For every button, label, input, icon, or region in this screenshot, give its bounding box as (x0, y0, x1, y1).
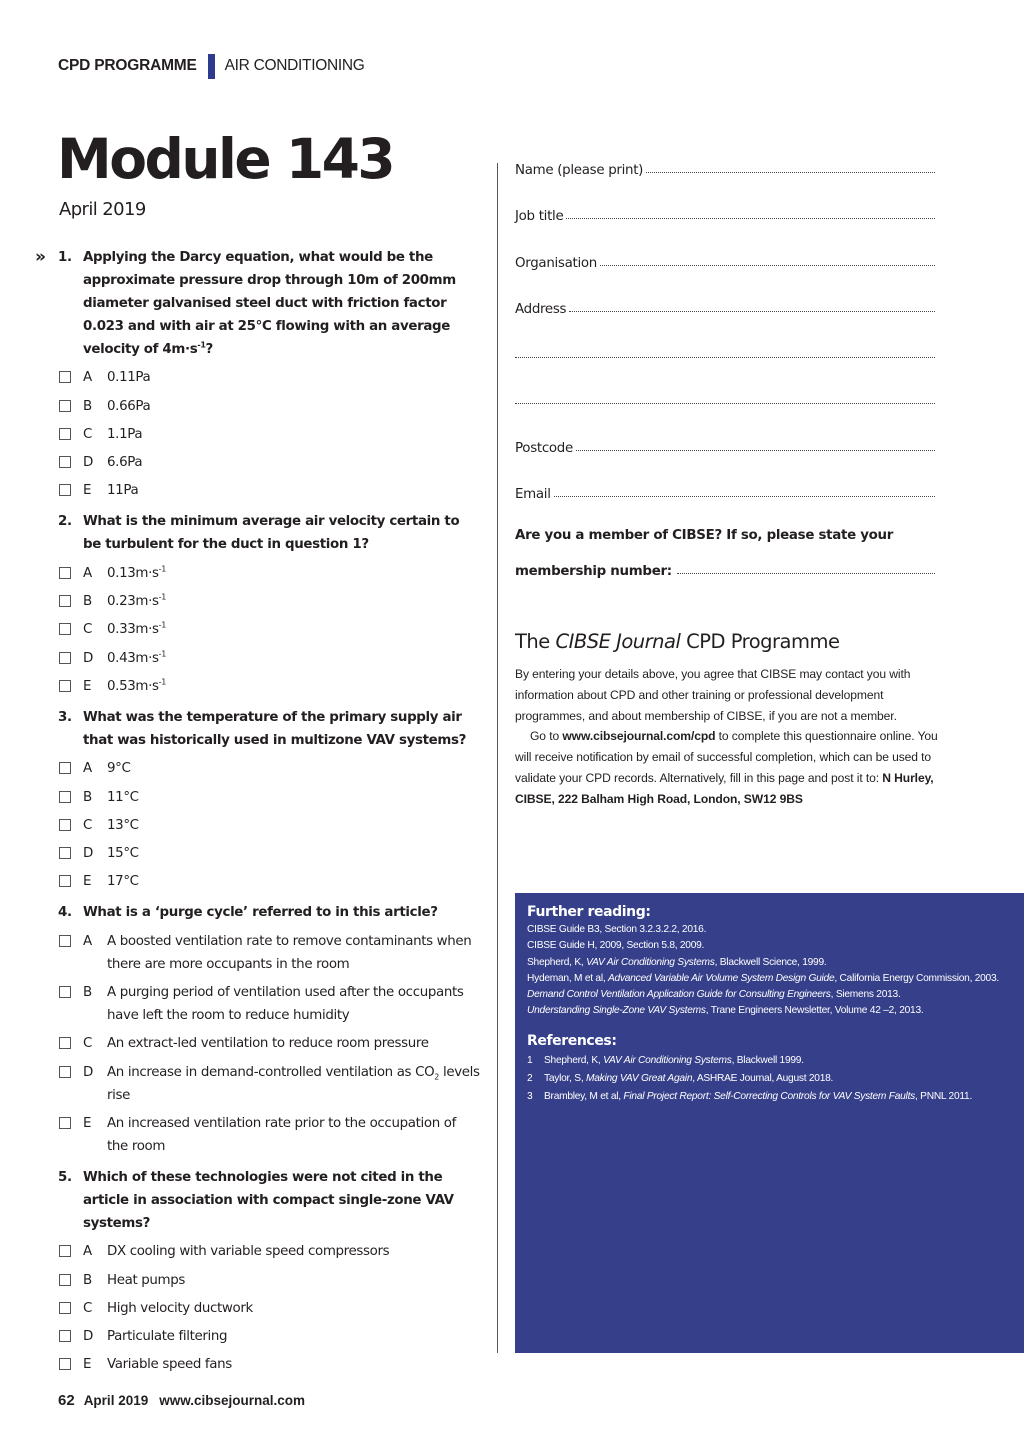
page-footer (58, 1392, 305, 1409)
answer-option[interactable] (35, 451, 480, 474)
further-reading-item: Demand Control Ventilation Application Guide for Consulting Engineers, Siemens 2013. (527, 989, 901, 1001)
cpd-instructions-paragraph (515, 726, 940, 809)
option-text: Variable speed fans (107, 1357, 232, 1373)
entry-form (515, 163, 935, 533)
answer-checkbox[interactable] (59, 567, 71, 579)
question-5 (35, 1166, 480, 1376)
answer-option[interactable] (35, 562, 480, 585)
form-field-label: Address (515, 301, 567, 317)
option-letter: D (83, 846, 93, 862)
question-number: 3. (58, 709, 72, 725)
reference-item (527, 1053, 1012, 1069)
form-field[interactable] (515, 348, 935, 394)
answer-option[interactable] (35, 870, 480, 893)
option-text: 11Pa (107, 483, 139, 499)
option-letter: B (83, 789, 92, 805)
section-header (58, 54, 365, 78)
answer-option[interactable] (35, 1240, 480, 1263)
question-text (35, 510, 480, 556)
question-text (35, 901, 480, 924)
answer-checkbox[interactable] (59, 456, 71, 468)
footer-date: April 2019 (83, 1393, 149, 1408)
answer-checkbox[interactable] (59, 1358, 71, 1370)
option-text: $0.53m\cdot s^{-1}$ (107, 677, 166, 694)
option-text: 6.6Pa (107, 455, 143, 471)
answer-option[interactable] (35, 981, 480, 1027)
answer-option[interactable] (35, 1269, 480, 1292)
answer-option[interactable] (35, 423, 480, 446)
cpd-go-to: Go to (530, 729, 563, 744)
footer-website[interactable]: www.cibsejournal.com (159, 1393, 306, 1408)
option-letter: E (83, 678, 92, 694)
form-field[interactable] (515, 256, 935, 302)
option-text: 11°C (107, 789, 139, 805)
option-letter: D (83, 455, 93, 471)
answer-checkbox[interactable] (59, 371, 71, 383)
further-reading-item: Hydeman, M et al, Advanced Variable Air Volume System Design Guide, California Energy Commission, 2003. (527, 972, 999, 984)
option-letter: D (83, 650, 93, 666)
form-field[interactable] (515, 394, 935, 440)
reference-number: 3 (527, 1091, 533, 1103)
form-field-input[interactable] (646, 162, 935, 173)
form-field-input[interactable] (515, 347, 935, 358)
answer-checkbox[interactable] (59, 791, 71, 803)
cpd-online-link[interactable]: www.cibsejournal.com/cpd (562, 729, 716, 744)
option-text: A boosted ventilation rate to remove contaminants when there are more occupants in the room (107, 933, 472, 972)
further-reading-item: Understanding Single-Zone VAV Systems, Trane Engineers Newsletter, Volume 42 –2, 2013. (527, 1005, 924, 1017)
answer-checkbox[interactable] (59, 1066, 71, 1078)
form-field-label: Organisation (515, 255, 597, 271)
answer-option[interactable] (35, 1061, 480, 1107)
question-text (35, 706, 480, 752)
question-number: 4. (58, 905, 72, 921)
question-stem: Applying the Darcy equation, what would be the approximate pressure drop through 10m of 200mm diameter galvanised steel duct with friction factor 0.023 and with air at 25°C flowing with an average velocity of $4m\cdot s^{-1}$? (83, 250, 456, 357)
option-text: High velocity ductwork (107, 1300, 253, 1316)
option-text: 15°C (107, 846, 139, 862)
option-text: An increase in demand-controlled ventilation as $CO_2$ levels rise (107, 1064, 480, 1103)
answer-option[interactable] (35, 675, 480, 698)
answer-option[interactable] (35, 842, 480, 865)
option-text: $0.33m\cdot s^{-1}$ (107, 620, 166, 638)
question-number: 1. (58, 250, 72, 265)
reference-number: 1 (527, 1054, 533, 1066)
option-text: 13°C (107, 817, 139, 833)
option-letter: D (83, 1329, 93, 1345)
option-letter: C (83, 817, 92, 833)
option-text: Heat pumps (107, 1272, 186, 1288)
section-label: AIR CONDITIONING (224, 57, 365, 74)
answer-checkbox[interactable] (59, 1330, 71, 1342)
option-text: 0.66Pa (107, 398, 151, 414)
cpd-title-pre: The (515, 630, 556, 653)
form-field[interactable] (515, 302, 935, 348)
form-field-input[interactable] (600, 255, 935, 266)
form-field-label: Email (515, 487, 551, 503)
question-stem: What is a ‘purge cycle’ referred to in this article? (83, 905, 438, 921)
answer-checkbox[interactable] (59, 819, 71, 831)
option-letter: C (83, 622, 92, 638)
option-letter: A (83, 933, 92, 949)
form-field[interactable] (515, 163, 935, 209)
option-text: DX cooling with variable speed compressors (107, 1244, 390, 1260)
option-text: Particulate filtering (107, 1329, 228, 1345)
further-reading-box (515, 893, 1024, 1353)
programme-label: CPD PROGRAMME (58, 57, 197, 74)
question-stem: What is the minimum average air velocity certain to be turbulent for the duct in question 1? (83, 514, 460, 553)
answer-checkbox[interactable] (59, 1037, 71, 1049)
answer-checkbox[interactable] (59, 484, 71, 496)
cpd-instructions-text: to complete this questionnaire online. You will receive notification by email of successful completion, which can be used to validate your CPD records. Alternatively, fill in this page and post it to: (515, 729, 938, 785)
module-date: April 2019 (59, 199, 146, 220)
option-text: 9°C (107, 761, 131, 777)
question-1 (35, 246, 480, 502)
option-letter: E (83, 874, 92, 890)
answer-checkbox[interactable] (59, 1302, 71, 1314)
question-stem: What was the temperature of the primary supply air that was historically used in multizone VAV systems? (83, 709, 467, 748)
form-field-input[interactable] (566, 208, 935, 219)
question-4 (35, 901, 480, 1157)
option-letter: A (83, 1244, 92, 1260)
reference-text: Brambley, M et al, Final Project Report: Self-Correcting Controls for VAV System Faults, PNNL 2011. (544, 1091, 973, 1103)
postal-address: N Hurley, CIBSE, 222 Balham High Road, London, SW12 9BS (515, 770, 934, 806)
option-letter: E (83, 1115, 92, 1131)
option-letter: D (83, 1064, 93, 1080)
answer-checkbox[interactable] (59, 623, 71, 635)
option-text: $0.13m\cdot s^{-1}$ (107, 564, 166, 581)
cpd-consent-paragraph: By entering your details above, you agree that CIBSE may contact you with information about CPD and other training or professional development programmes, and about membership of CIBSE, if you are not a member. (515, 667, 911, 723)
option-text: $0.43m\cdot s^{-1}$ (107, 649, 166, 666)
answer-checkbox[interactable] (59, 680, 71, 692)
form-field-label: Name (please print) (515, 163, 644, 178)
question-text (35, 246, 480, 361)
option-letter: E (83, 1357, 92, 1373)
answer-option[interactable] (35, 395, 480, 418)
answer-option[interactable] (35, 757, 480, 780)
option-letter: C (83, 426, 92, 442)
reference-number: 2 (527, 1073, 533, 1085)
answer-checkbox[interactable] (59, 652, 71, 664)
answer-checkbox[interactable] (59, 762, 71, 774)
answer-checkbox[interactable] (59, 1274, 71, 1286)
references-list (527, 1053, 1012, 1106)
answer-option[interactable] (35, 930, 480, 976)
membership-number-label: membership number: (515, 564, 672, 579)
option-letter: A (83, 370, 92, 386)
option-text: 17°C (107, 874, 139, 890)
option-letter: B (83, 985, 92, 1001)
question-2 (35, 510, 480, 697)
further-reading-item: CIBSE Guide H, 2009, Section 5.8, 2009. (527, 940, 705, 952)
option-letter: B (83, 1272, 92, 1288)
header-accent-bar (208, 54, 215, 79)
option-letter: B (83, 398, 92, 414)
membership-number-input[interactable] (677, 563, 935, 574)
answer-option[interactable] (35, 1353, 480, 1376)
answer-option[interactable] (35, 366, 480, 389)
answer-option[interactable] (35, 590, 480, 613)
form-field-label: Job title (515, 209, 564, 225)
further-reading-item: Shepherd, K, VAV Air Conditioning Systems, Blackwell Science, 1999. (527, 956, 827, 968)
further-reading-heading: Further reading: (527, 904, 651, 920)
option-text: 1.1Pa (107, 426, 143, 442)
question-number: 2. (58, 514, 72, 530)
page-number: 62 (58, 1392, 75, 1409)
question-3 (35, 706, 480, 893)
answer-option[interactable] (35, 1112, 480, 1158)
reference-text: Taylor, S, Making VAV Great Again, ASHRAE Journal, August 2018. (544, 1073, 834, 1085)
form-field[interactable] (515, 209, 935, 255)
answer-checkbox[interactable] (59, 400, 71, 412)
references-heading: References: (527, 1032, 617, 1049)
questions-list (35, 246, 480, 1376)
reference-text: Shepherd, K, VAV Air Conditioning Systems, Blackwell 1999. (544, 1054, 804, 1066)
form-field-input[interactable] (576, 440, 935, 451)
option-text: An extract-led ventilation to reduce room pressure (107, 1036, 429, 1052)
cpd-programme-title (515, 630, 839, 653)
answer-option[interactable] (35, 1032, 480, 1055)
column-divider (497, 163, 498, 1353)
question-stem: Which of these technologies were not cited in the article in association with compact single-zone VAV systems? (83, 1169, 454, 1231)
option-letter: C (83, 1300, 92, 1316)
answer-checkbox[interactable] (59, 875, 71, 887)
option-letter: A (83, 565, 92, 581)
answer-checkbox[interactable] (59, 935, 71, 947)
cpd-title-post: CPD Programme (680, 630, 840, 653)
further-reading-item: CIBSE Guide B3, Section 3.2.3.2.2, 2016. (527, 924, 707, 935)
answer-checkbox[interactable] (59, 847, 71, 859)
answer-checkbox[interactable] (59, 1245, 71, 1257)
question-text (35, 1166, 480, 1235)
answer-option[interactable] (35, 647, 480, 670)
answer-option[interactable] (35, 618, 480, 641)
form-field[interactable] (515, 487, 935, 533)
answer-checkbox[interactable] (59, 1117, 71, 1129)
cpd-title-journal: CIBSE Journal (555, 630, 681, 653)
question-number: 5. (58, 1169, 72, 1185)
further-reading-list (527, 922, 1012, 1020)
option-letter: A (83, 761, 92, 777)
cpd-programme-body (515, 664, 940, 810)
answer-checkbox[interactable] (59, 986, 71, 998)
form-field-input[interactable] (554, 486, 935, 497)
form-field-label: Postcode (515, 440, 573, 456)
option-letter: E (83, 483, 92, 499)
answer-checkbox[interactable] (59, 595, 71, 607)
membership-question: Are you a member of CIBSE? If so, please state your (515, 528, 894, 543)
reference-item (527, 1071, 1012, 1087)
option-letter: C (83, 1036, 92, 1052)
answer-option[interactable] (35, 814, 480, 837)
answer-checkbox[interactable] (59, 428, 71, 440)
option-text: 0.11Pa (107, 370, 151, 386)
option-text: An increased ventilation rate prior to the occupation of the room (107, 1115, 456, 1154)
answer-option[interactable] (35, 1325, 480, 1348)
form-field-input[interactable] (515, 393, 935, 404)
membership-number-field[interactable] (515, 564, 935, 579)
reference-item (527, 1089, 1012, 1105)
form-field-input[interactable] (569, 301, 935, 312)
option-text: A purging period of ventilation used after the occupants have left the room to reduce humidity (107, 985, 464, 1024)
double-chevron-right-icon: » (35, 247, 46, 267)
answer-option[interactable] (35, 786, 480, 809)
form-field[interactable] (515, 441, 935, 487)
answer-option[interactable] (35, 479, 480, 502)
option-letter: B (83, 594, 92, 610)
module-title: Module 143 (57, 127, 394, 191)
answer-option[interactable] (35, 1297, 480, 1320)
option-text: $0.23m\cdot s^{-1}$ (107, 592, 166, 610)
